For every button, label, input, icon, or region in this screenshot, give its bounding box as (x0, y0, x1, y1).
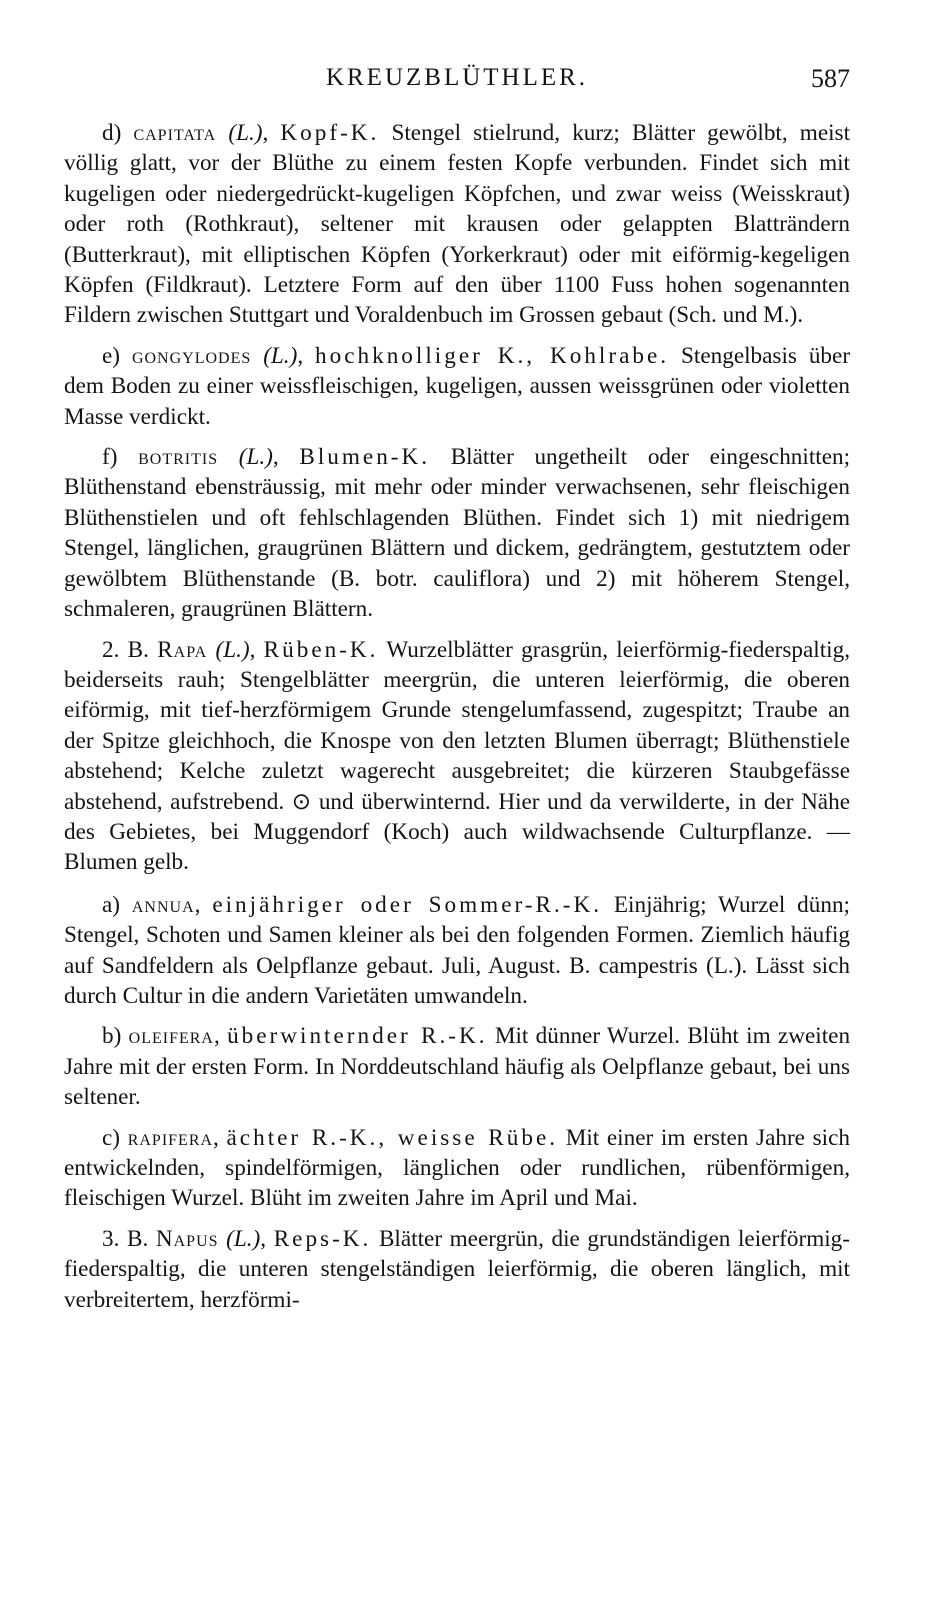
taxon-authority: (L.) (263, 342, 298, 369)
taxon-name: botritis (138, 444, 219, 471)
description: Wurzelblätter grasgrün, leierförmig-fiederspaltig, beiderseits rauh; Stengelblätter meergrün, die unteren leierförmig, die oberen eiförmig, mit tief-herzförmigem Grunde stengelumfassend, zugespitzt; Traube an der Spitze gleichhoch, die Knospe von den letzten Blumen überragt; Blüthenstiele abstehend; Kelche zuletzt wagerecht ausgebreitet; die kürzeren Staubgefässe abstehend, aufstrebend. ⊙ und überwinternd. Hier und da verwilderte, in der Nähe des Gebietes, bei Muggendorf (Koch) auch wildwachsende Culturpflanze. — Blumen gelb. (64, 636, 851, 876)
taxon-name: oleifera (128, 1023, 214, 1050)
common-name: Kopf-K. (280, 120, 380, 146)
common-name: Blumen-K. (299, 444, 431, 471)
entry-label: 3. B. (102, 1225, 149, 1252)
taxon-authority: (L.) (226, 1225, 261, 1252)
taxon-name: rapifera (127, 1124, 214, 1151)
paragraph-napus: 3. B. Napus (L.), Reps-K. Blätter meergrün, die grundständigen leierförmig-fiederspaltig, die unteren stengelständigen leierförmig, die oberen länglich, mit verbreitertem, herzförmi- (64, 1225, 850, 1313)
body-text (64, 118, 850, 1325)
entry-label: a) (102, 891, 121, 918)
description: Mit einer im ersten Jahre sich entwickelnden, spindelförmigen, länglichen oder rundlichen, rübenförmigen, fleischigen Wurzel. Blüht im zweiten Jahre im April und Mai. (64, 1124, 850, 1212)
entry-label: e) (102, 342, 121, 369)
entry-label: b) (102, 1023, 122, 1050)
common-name: einjähriger oder Sommer-R.-K. (212, 891, 603, 918)
paragraph-rapifera: c) rapifera, ächter R.-K., weisse Rübe. Mit einer im ersten Jahre sich entwickelnden, spindelförmigen, länglichen oder rundlichen, rübenförmigen, fleischigen Wurzel. Blüht im zweiten Jahre im April und Mai. (64, 1124, 850, 1212)
species-name: Rapa (157, 636, 208, 663)
paragraph-botritis: f) botritis (L.), Blumen-K. Blätter ungetheilt oder eingeschnitten; Blüthenstand ebensträussig, mit mehr oder minder verwachsenen, sehr fleischigen Blüthenstielen und oft fehlschlagenden Blüthen. Findet sich 1) mit niedrigem Stengel, länglichen, graugrünen Blättern und dickem, gedrängtem, gestutztem oder gewölbtem Blüthenstande (B. botr. cauliflora) und 2) mit höherem Stengel, schmaleren, graugrünen Blättern. (64, 444, 851, 623)
taxon-authority: (L.) (228, 120, 263, 146)
taxon-name: annua (131, 891, 195, 918)
description: Mit dünner Wurzel. Blüht im zweiten Jahre mit der ersten Form. In Norddeutschland häufig als Oelpflanze gebaut, bei uns seltener. (64, 1023, 851, 1111)
common-name: ächter R.-K., weisse Rübe. (226, 1124, 559, 1151)
description: Blätter ungetheilt oder eingeschnitten; Blüthenstand ebensträussig, mit mehr oder minder verwachsenen, sehr fleischigen Blüthenstielen und oft fehlschlagenden Blüthen. Findet sich 1) mit niedrigem Stengel, länglichen, graugrünen Blättern und dickem, gedrängtem, gestutztem oder gewölbtem Blüthenstande (B. botr. cauliflora) und 2) mit höherem Stengel, schmaleren, graugrünen Blättern. (64, 444, 851, 623)
description: Stengelbasis über dem Boden zu einer weissfleischigen, kugeligen, aussen weissgrünen oder violetten Masse verdickt. (64, 342, 851, 430)
page-header (64, 64, 850, 104)
running-title: KREUZBLÜTHLER. (325, 64, 589, 91)
taxon-name: capitata (133, 120, 217, 146)
description: Stengel stielrund, kurz; Blätter gewölbt, meist völlig glatt, vor der Blüthe zu einem festen Kopfe verbunden. Findet sich mit kugeligen oder niedergedrückt-kugeligen Köpfchen, und zwar weiss (Weisskraut) oder roth (Rothkraut), seltener mit krausen oder gelappten Blatträndern (Butterkraut), mit elliptischen Köpfen (Yorkerkraut) oder mit eiförmig-kegeligen Köpfen (Fildkraut). Letztere Form auf den über 1100 Fuss hohen sogenannten Fildern zwischen Stuttgart und Voraldenbuch im Grossen gebaut (Sch. und M.). (64, 120, 851, 329)
paragraph-annua: a) annua, einjähriger oder Sommer-R.-K. Einjährig; Wurzel dünn; Stengel, Schoten und Samen kleiner als bei den folgenden Formen. Ziemlich häufig auf Sandfeldern als Oelpflanze gebaut. Juli, August. B. campestris (L.). Lässt sich durch Cultur in die andern Varietäten umwandeln. (64, 891, 851, 1009)
taxon-name: gongylodes (131, 342, 252, 369)
common-name: überwinternder R.-K. (227, 1023, 488, 1050)
entry-label: c) (102, 1124, 121, 1151)
paragraph-capitata: d) capitata (L.), Kopf-K. Stengel stielrund, kurz; Blätter gewölbt, meist völlig glatt, vor der Blüthe zu einem festen Kopfe verbunden. Findet sich mit kugeligen oder niedergedrückt-kugeligen Köpfchen, und zwar weiss (Weisskraut) oder roth (Rothkraut), seltener mit krausen oder gelappten Blatträndern (Butterkraut), mit elliptischen Köpfen (Yorkerkraut) oder mit eiförmig-kegeligen Köpfen (Fildkraut). Letztere Form auf den über 1100 Fuss hohen sogenannten Fildern zwischen Stuttgart und Voraldenbuch im Grossen gebaut (Sch. und M.). (64, 120, 851, 329)
taxon-authority: (L.) (215, 636, 250, 663)
page-number: 587 (811, 64, 850, 93)
description: Einjährig; Wurzel dünn; Stengel, Schoten und Samen kleiner als bei den folgenden Formen. Ziemlich häufig auf Sandfeldern als Oelpflanze gebaut. Juli, August. B. campestris (L.). Lässt sich durch Cultur in die andern Varietäten umwandeln. (64, 891, 851, 1009)
species-name: Napus (155, 1225, 219, 1252)
entry-label: d) (102, 120, 122, 146)
common-name: hochknolliger K., Kohlrabe. (315, 342, 670, 369)
taxon-authority: (L.) (238, 444, 273, 471)
common-name: Reps-K. (273, 1225, 372, 1252)
entry-label: 2. B. (102, 636, 149, 663)
entry-label: f) (102, 444, 118, 471)
common-name: Rüben-K. (263, 636, 379, 663)
paragraph-rapa: 2. B. Rapa (L.), Rüben-K. Wurzelblätter grasgrün, leierförmig-fiederspaltig, beiderseits rauh; Stengelblätter meergrün, die unteren leierförmig, die oberen eiförmig, mit tief-herzförmigem Grunde stengelumfassend, zugespitzt; Traube an der Spitze gleichhoch, die Knospe von den letzten Blumen überragt; Blüthenstiele abstehend; Kelche zuletzt wagerecht ausgebreitet; die kürzeren Staubgefässe abstehend, aufstrebend. ⊙ und überwinternd. Hier und da verwilderte, in der Nähe des Gebietes, bei Muggendorf (Koch) auch wildwachsende Culturpflanze. — Blumen gelb. (64, 636, 851, 876)
paragraph-gongylodes: e) gongylodes (L.), hochknolliger K., Kohlrabe. Stengelbasis über dem Boden zu einer weissfleischigen, kugeligen, aussen weissgrünen oder violetten Masse verdickt. (64, 342, 851, 430)
description: Blätter meergrün, die grundständigen leierförmig-fiederspaltig, die unteren stengelständigen leierförmig, die oberen länglich, mit verbreitertem, herzförmi- (64, 1225, 850, 1313)
paragraph-oleifera: b) oleifera, überwinternder R.-K. Mit dünner Wurzel. Blüht im zweiten Jahre mit der ersten Form. In Norddeutschland häufig als Oelpflanze gebaut, bei uns seltener. (64, 1023, 851, 1111)
